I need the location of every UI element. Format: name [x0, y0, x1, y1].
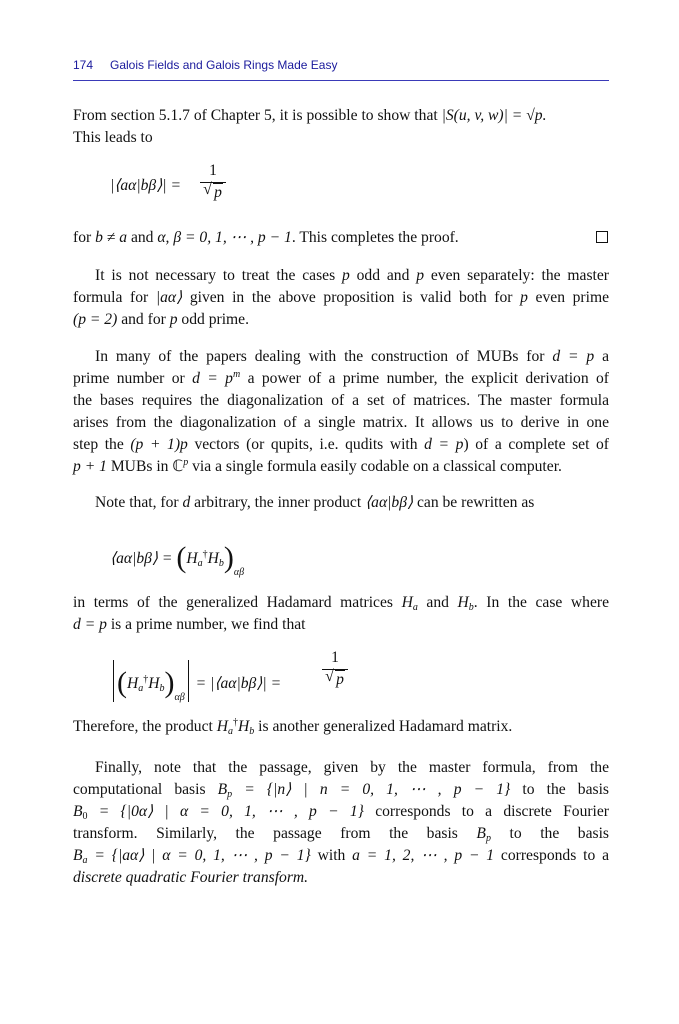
eq3-fraction [322, 649, 348, 689]
p6-l1m: H [401, 594, 413, 611]
right-paren: ) [223, 541, 234, 574]
p8-l2m: B [217, 781, 228, 798]
p4-l5c: ) of a complete set of [463, 436, 610, 453]
p4-l5b: vectors (or qupits, i.e. qudits with [187, 436, 425, 453]
p8-l5m: B [73, 847, 83, 864]
eq3-mid: = |⟨aα|bβ⟩| = [195, 675, 282, 692]
eq1-numerator: 1 [209, 162, 217, 179]
left-paren-2: ( [117, 666, 127, 699]
p5-m1: d [182, 494, 191, 511]
p4-l5m2: d = p [424, 436, 464, 453]
eq1-fraction [200, 162, 226, 202]
running-title: Galois Fields and Galois Rings Made Easy [110, 58, 338, 72]
para1-text-2: This leads to [73, 129, 153, 146]
p7-t2: is another generalized Hadamard matrix. [254, 718, 513, 735]
p4-l3: the bases requires the diagonalization of a set of matrices. The master formula [73, 392, 609, 409]
p8-l2a: computational basis [73, 781, 218, 798]
p3-l1m2: p [416, 267, 425, 284]
left-paren: ( [176, 541, 187, 574]
p3-l1a: It is not necessary to treat the cases [95, 267, 342, 284]
eq3-h2sub: b [159, 683, 165, 694]
eq2-outer-sub: αβ [233, 567, 245, 578]
p4-l1b: a [594, 348, 609, 365]
p6-l1sub2: b [468, 602, 474, 613]
right-paren-2: ) [164, 666, 175, 699]
eq2-h2: H [207, 550, 219, 567]
p8-l3b: corresponds to a discrete Fourier [363, 803, 610, 820]
p8-l4sub: p [485, 833, 491, 844]
p8-l4a: transform. Similarly, the passage from the basis [73, 825, 477, 842]
p4-l6b: via a single formula easily codable on a classical computer. [188, 458, 562, 475]
p4-l2a: prime number or [73, 370, 193, 387]
p3-l2a: formula for [73, 289, 156, 306]
p8-l5m3: a = 1, 2, ⋯ , p − 1 [352, 847, 495, 864]
paragraph-7 [73, 716, 609, 738]
paragraph-3 [73, 265, 609, 331]
p3-l3a: and for [117, 311, 170, 328]
p6-l2a: is a prime number, we find that [106, 616, 306, 633]
p8-l3m: B [73, 803, 83, 820]
p3-l2m2: p [520, 289, 528, 306]
equation-1 [110, 176, 181, 195]
p8-l5m2: = {|aα⟩ | α = 0, 1, ⋯ , p − 1} [87, 847, 311, 864]
p3-l3m2: p [169, 311, 178, 328]
p3-l3m: (p = 2) [73, 311, 118, 328]
eq3-denominator: p [336, 671, 344, 688]
p3-l2c: even prime [527, 289, 610, 306]
eq1-lhs: |⟨aα|bβ⟩| = [110, 177, 181, 194]
p3-l1b: odd and [349, 267, 417, 284]
equation-2 [110, 537, 245, 578]
p7-dagger: † [233, 717, 239, 728]
paragraph-1 [73, 105, 609, 149]
eq3-h1: H [127, 675, 139, 692]
p4-l5m: (p + 1)p [130, 436, 188, 453]
sqrt-symbol: √ p [203, 181, 222, 201]
p8-l5a: with [310, 847, 353, 864]
p6-l1sub: a [412, 602, 418, 613]
para2-math-a: b ≠ a [95, 229, 128, 246]
abs-bar-left [113, 660, 114, 702]
p3-l3b: odd prime. [177, 311, 249, 328]
para1-text: From section 5.1.7 of Chapter 5, it is possible to show that [73, 107, 442, 124]
p4-l2m: d = p [192, 370, 233, 387]
p8-l3sub: 0 [82, 811, 88, 822]
p8-l1: Finally, note that the passage, given by the master formula, from the [95, 759, 609, 776]
eq3-numerator: 1 [331, 649, 339, 666]
para2-text-a: for [73, 229, 96, 246]
p3-l2b: given in the above proposition is valid both for [182, 289, 521, 306]
eq2-h2sub: b [218, 558, 224, 569]
p7-t1: Therefore, the product [73, 718, 217, 735]
p8-l2b: to the basis [510, 781, 609, 798]
p7-sub2: b [249, 726, 255, 737]
eq2-h1: H [186, 550, 198, 567]
p8-l4b: to the basis [490, 825, 609, 842]
p4-l6a: MUBs in [106, 458, 173, 475]
paragraph-6 [73, 592, 609, 636]
para2-math-b: α, β = 0, 1, ⋯ , p − 1 [157, 229, 292, 246]
eq3-dagger: † [143, 674, 149, 685]
p4-l4: arises from the diagonalization of a single matrix. It allows us to derive in one [73, 414, 609, 431]
paragraph-5 [73, 492, 609, 514]
para1-math: |S(u, v, w)| = √p. [441, 107, 547, 124]
p5-t2: arbitrary, the inner product [190, 494, 366, 511]
paragraph-4 [73, 346, 609, 478]
p6-l1m2: H [457, 594, 469, 611]
eq2-lhs: ⟨aα|bβ⟩ = [110, 550, 173, 567]
p4-l1a: In many of the papers dealing with the construction of MUBs for [95, 348, 553, 365]
p4-l2sup: m [232, 369, 241, 380]
p6-l1a: in terms of the generalized Hadamard matrices [73, 594, 402, 611]
page-number: 174 [73, 58, 94, 72]
eq3-outer-sub: αβ [174, 692, 185, 703]
p8-l5sub: a [82, 855, 88, 866]
eq2-h1sub: a [197, 558, 203, 569]
p4-l6m2: ℂ [172, 458, 184, 475]
eq2-dagger: † [202, 549, 208, 560]
equation-3 [110, 660, 281, 702]
p7-m1: H [216, 718, 229, 735]
p6-l2m: d = p [73, 616, 107, 633]
p4-l6m: p + 1 [73, 458, 107, 475]
p3-l1c: even separately: the master [424, 267, 609, 284]
sqrt-symbol-2: √ p [325, 668, 344, 688]
para2-text-c: . This completes the proof. [291, 229, 459, 246]
p7-sub1: a [228, 726, 234, 737]
p6-l1c: . In the case where [473, 594, 610, 611]
p8-l6: discrete quadratic Fourier transform. [73, 869, 309, 886]
eq1-denominator: p [214, 184, 222, 201]
para2-text-b: and [127, 229, 158, 246]
p3-l2m: |aα⟩ [155, 289, 183, 306]
abs-bar-right [188, 660, 189, 702]
paragraph-8 [73, 757, 609, 889]
p5-t1: Note that, for [95, 494, 183, 511]
p6-l1b: and [417, 594, 458, 611]
p8-l3m2: = {|0α⟩ | α = 0, 1, ⋯ , p − 1} [87, 803, 364, 820]
p5-m2: ⟨aα|bβ⟩ [365, 494, 414, 511]
p8-l2sub: p [227, 789, 233, 800]
p8-l4m: B [476, 825, 486, 842]
p3-l1m1: p [342, 267, 350, 284]
p8-l2m2: = {|n⟩ | n = 0, 1, ⋯ , p − 1} [232, 781, 511, 798]
eq3-h2: H [148, 675, 160, 692]
eq3-h1sub: a [138, 683, 144, 694]
p4-l6sup: p [183, 457, 189, 468]
qed-box [596, 231, 608, 243]
p7-m2: H [238, 718, 250, 735]
p4-l2b: a power of a prime number, the explicit derivation of [240, 370, 609, 387]
p4-l1m: d = p [552, 348, 595, 365]
paragraph-2 [73, 227, 609, 249]
p8-l5b: corresponds to a [494, 847, 609, 864]
running-header [73, 58, 609, 81]
p5-t3: can be rewritten as [413, 494, 535, 511]
p4-l5a: step the [73, 436, 131, 453]
